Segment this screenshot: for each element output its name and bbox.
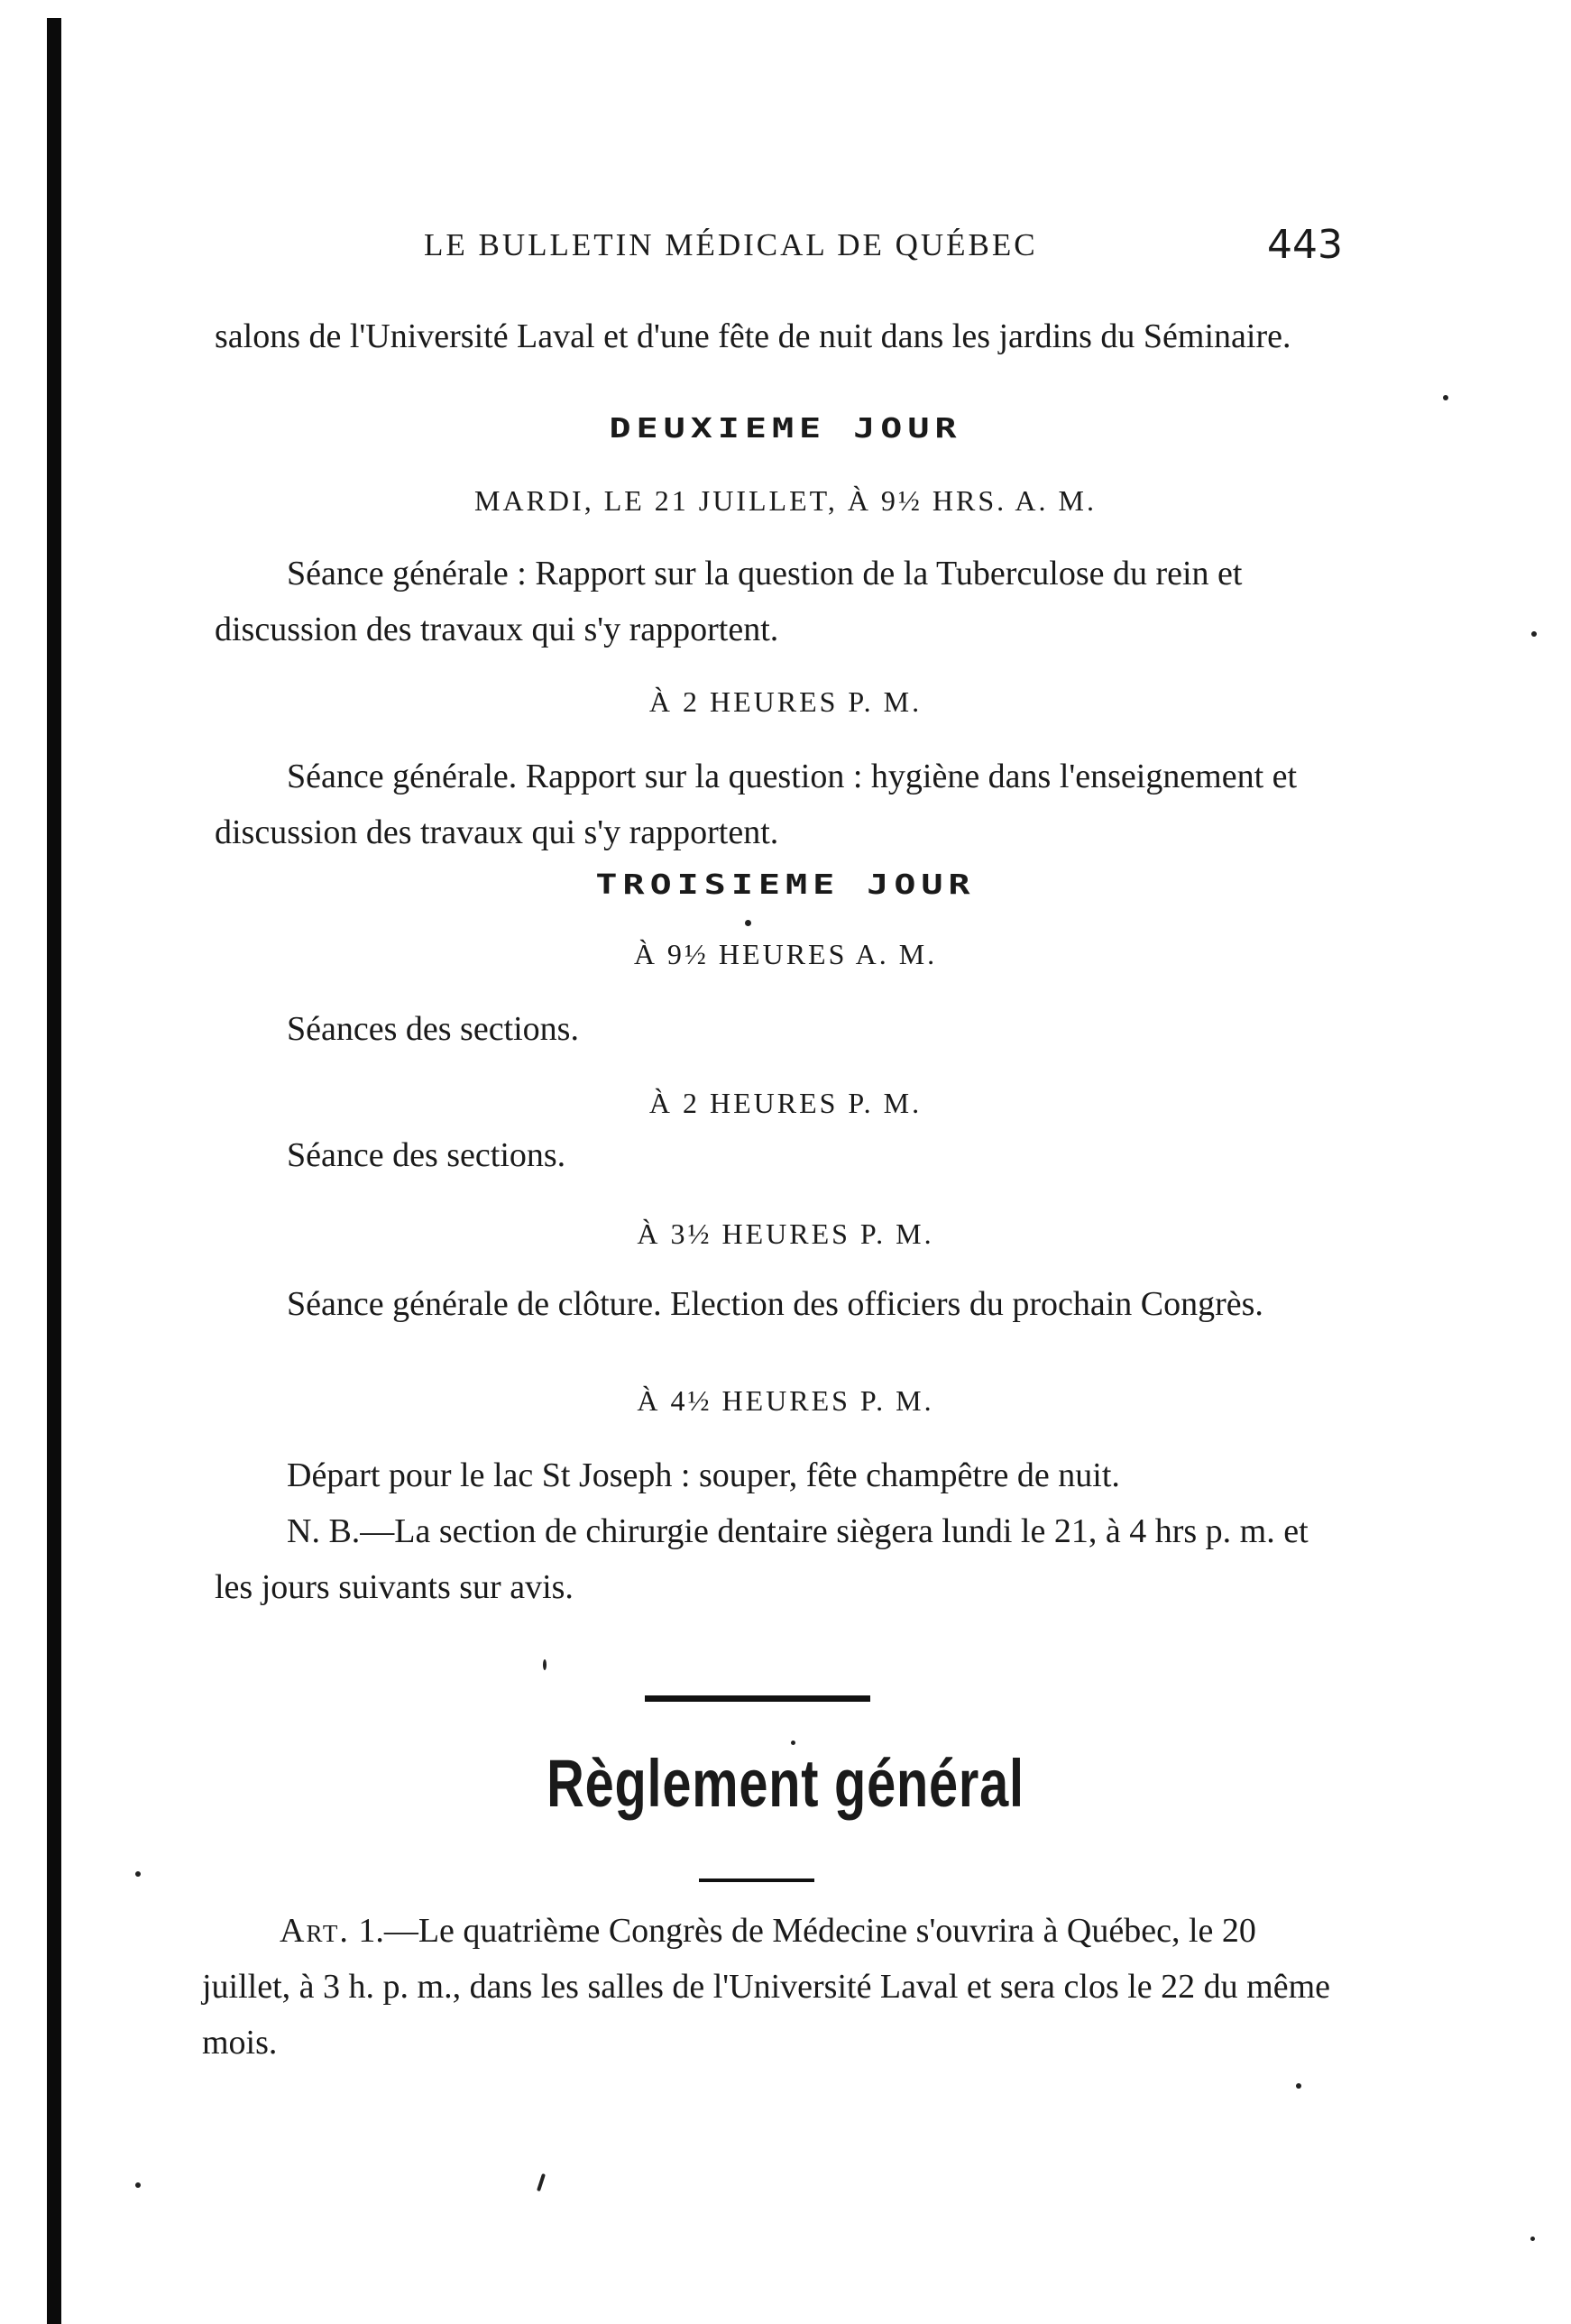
- print-speck: [1531, 631, 1537, 637]
- day3-heading: TROISIEME JOUR: [595, 868, 976, 901]
- day3-paragraph-4: Départ pour le lac St Joseph : souper, fête champêtre de nuit.: [287, 1456, 1120, 1494]
- print-speck: [135, 2182, 141, 2188]
- section-divider: [645, 1695, 870, 1702]
- print-speck: [537, 2173, 546, 2191]
- running-header: LE BULLETIN MÉDICAL DE QUÉBEC: [424, 227, 1038, 262]
- day2-paragraph-1: Séance générale : Rapport sur la question de la Tuberculose du rein et discussion des travaux qui s'y rapportent.: [215, 555, 1243, 648]
- day2-time-2: À 2 HEURES P. M.: [648, 685, 923, 718]
- title-underline: [699, 1878, 814, 1882]
- print-speck: [543, 1659, 547, 1670]
- print-speck: [791, 1741, 795, 1745]
- section-title: Règlement général: [547, 1746, 1024, 1821]
- day3-paragraph-3: Séance générale de clôture. Election des officiers du prochain Congrès.: [287, 1285, 1263, 1323]
- book-binding-edge: [47, 18, 61, 2324]
- day3-paragraph-1: Séances des sections.: [287, 1010, 579, 1048]
- print-speck: [135, 1871, 141, 1877]
- intro-paragraph: salons de l'Université Laval et d'une fête de nuit dans les jardins du Séminaire.: [215, 317, 1291, 355]
- day2-time-1: MARDI, LE 21 JUILLET, À 9½ HRS. A. M.: [474, 484, 1097, 517]
- day2-paragraph-2: Séance générale. Rapport sur la question : hygiène dans l'enseignement et discussion des travaux qui s'y rapportent.: [215, 758, 1298, 851]
- article-1-paragraph: [202, 1903, 1338, 2071]
- nota-bene-paragraph: N. B.—La section de chirurgie dentaire siègera lundi le 21, à 4 hrs p. m. et les jours suivants sur avis.: [215, 1512, 1309, 1606]
- print-speck: [1530, 2237, 1535, 2241]
- print-speck: [1296, 2083, 1301, 2089]
- article-label: Art.: [280, 1912, 350, 1950]
- page-number: 443: [1267, 222, 1343, 268]
- article-1-text: 1.—Le quatrième Congrès de Médecine s'ouvrira à Québec, le 20 juillet, à 3 h. p. m., dans les salles de l'Université Laval et sera clos le 22 du même mois.: [202, 1912, 1331, 2062]
- day3-time-2: À 2 HEURES P. M.: [648, 1087, 923, 1119]
- day2-heading: DEUXIEME JOUR: [609, 412, 962, 445]
- day3-time-1: À 9½ HEURES A. M.: [633, 938, 938, 970]
- day3-time-3: À 3½ HEURES P. M.: [637, 1217, 934, 1250]
- day3-paragraph-2: Séance des sections.: [287, 1136, 566, 1174]
- print-speck: [745, 920, 751, 926]
- print-speck: [1443, 395, 1448, 400]
- day3-time-4: À 4½ HEURES P. M.: [637, 1384, 934, 1417]
